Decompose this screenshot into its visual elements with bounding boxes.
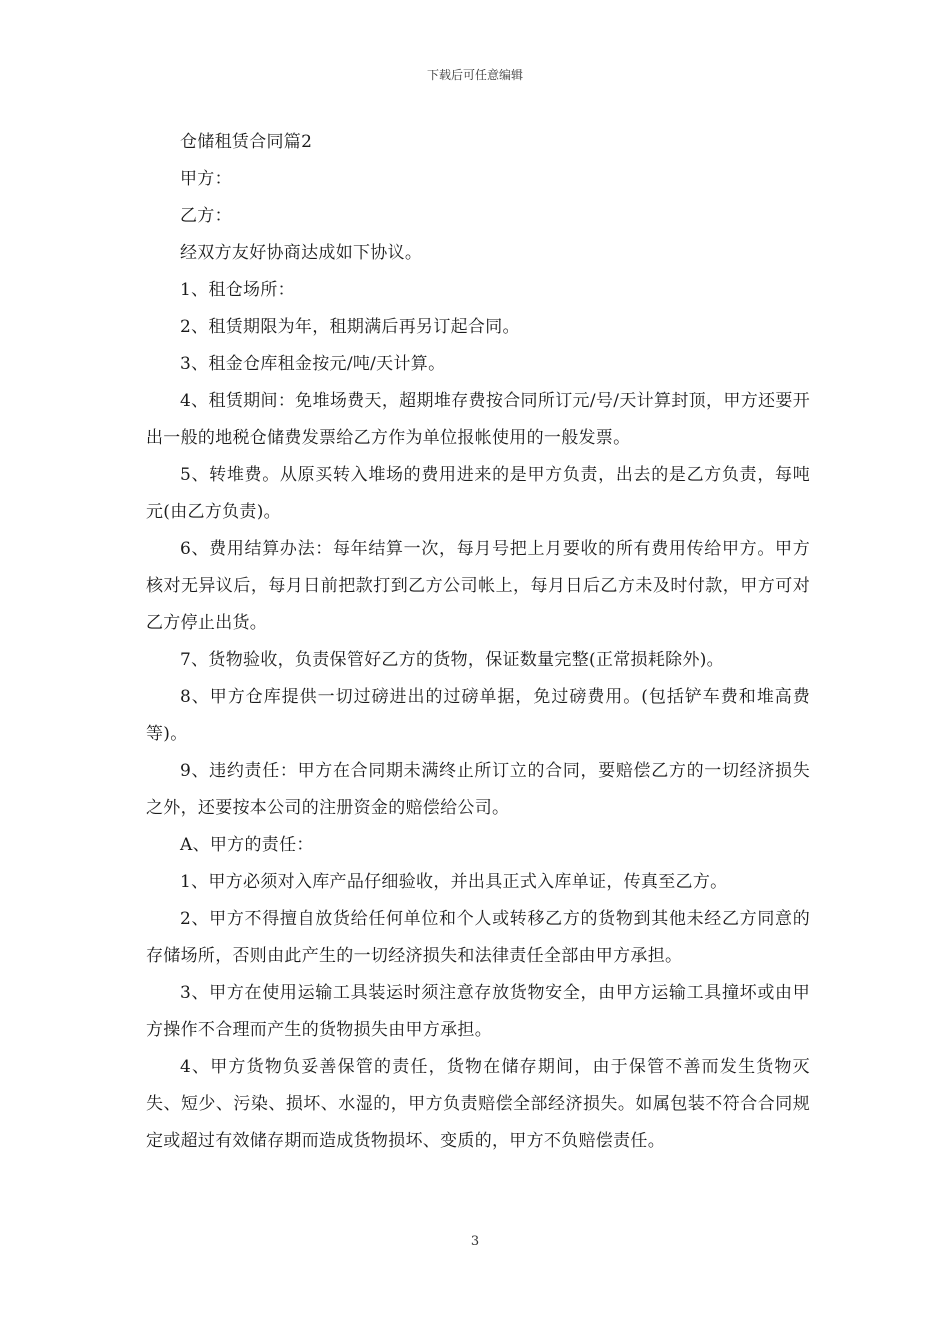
section-a-item-4: 4、甲方货物负妥善保管的责任，货物在储存期间，由于保管不善而发生货物灭失、短少、污染、损坏、水湿的，甲方负责赔偿全部经济损失。如属包装不符合合同规定或超过有效储存期而造成货物损坏、变质的，甲方不负赔偿责任。 (146, 1057, 810, 1151)
clause-1: 1、租仓场所： (180, 280, 295, 300)
page-number: 3 (470, 1234, 480, 1249)
section-a-item-1: 1、甲方必须对入库产品仔细验收，并出具正式入库单证，传真至乙方。 (180, 872, 728, 892)
header-note: 下载后可任意编辑 (426, 68, 523, 82)
clause-9: 9、违约责任：甲方在合同期未满终止所订立的合同，要赔偿乙方的一切经济损失之外，还要按本公司的注册资金的赔偿给公司。 (146, 761, 810, 818)
section-a-heading: A、甲方的责任： (180, 835, 314, 855)
clause-7: 7、货物验收，负责保管好乙方的货物，保证数量完整(正常损耗除外)。 (180, 650, 724, 670)
document-body (146, 124, 810, 1160)
section-a-item-3: 3、甲方在使用运输工具装运时须注意存放货物安全，由甲方运输工具撞坏或由甲方操作不合理而产生的货物损失由甲方承担。 (146, 983, 810, 1040)
clause-3: 3、租金仓库租金按元/吨/天计算。 (180, 354, 446, 374)
clause-6: 6、费用结算办法：每年结算一次，每月号把上月要收的所有费用传给甲方。甲方核对无异议后，每月日前把款打到乙方公司帐上，每月日后乙方未及时付款，甲方可对乙方停止出货。 (146, 539, 810, 633)
clause-4: 4、租赁期间：免堆场费天，超期堆存费按合同所订元/号/天计算封顶，甲方还要开出一般的地税仓储费发票给乙方作为单位报帐使用的一般发票。 (146, 391, 810, 448)
clause-2: 2、租赁期限为年，租期满后再另订起合同。 (180, 317, 520, 337)
clause-5: 5、转堆费。从原买转入堆场的费用进来的是甲方负责，出去的是乙方负责，每吨元(由乙方负责)。 (146, 465, 810, 522)
party-b-line: 乙方： (180, 206, 232, 226)
clause-8: 8、甲方仓库提供一切过磅进出的过磅单据，免过磅费用。(包括铲车费和堆高费等)。 (146, 687, 810, 744)
agreement-intro: 经双方友好协商达成如下协议。 (180, 243, 423, 263)
section-a-item-2: 2、甲方不得擅自放货给任何单位和个人或转移乙方的货物到其他未经乙方同意的存储场所，否则由此产生的一切经济损失和法律责任全部由甲方承担。 (146, 909, 810, 966)
party-a-line: 甲方： (180, 169, 232, 189)
document-title: 仓储租赁合同篇2 (180, 132, 313, 152)
